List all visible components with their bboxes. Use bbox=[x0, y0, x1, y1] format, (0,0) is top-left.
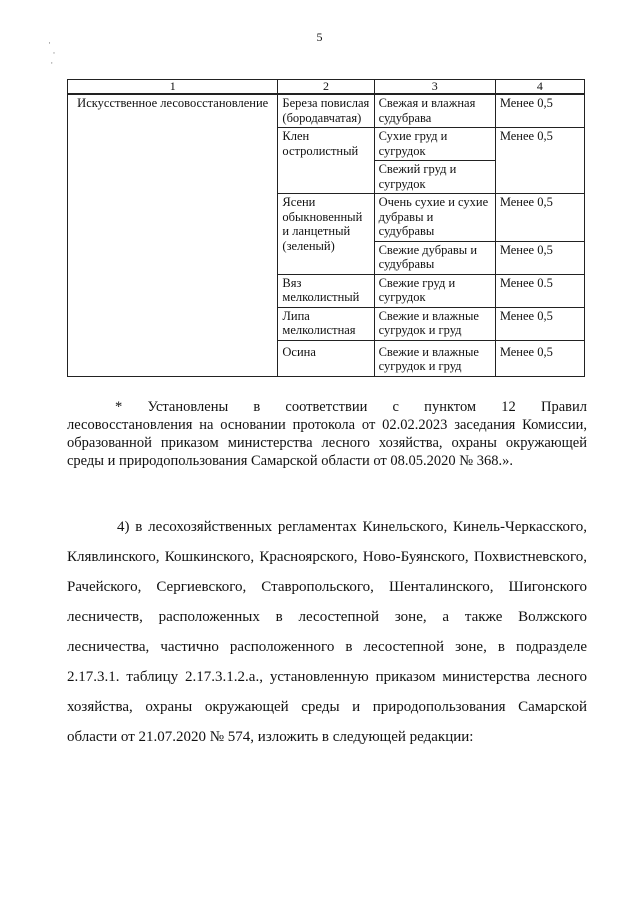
page-number: 5 bbox=[316, 30, 323, 44]
header-col-4: 4 bbox=[495, 80, 584, 95]
header-col-1: 1 bbox=[68, 80, 278, 95]
species-cell: Береза повислая (бородавчатая) bbox=[278, 94, 374, 128]
header-col-3: 3 bbox=[374, 80, 495, 95]
value-cell: Менее 0,5 bbox=[495, 128, 584, 194]
value-cell: Менее 0,5 bbox=[495, 194, 584, 242]
conditions-cell: Свежая и влажная судубрава bbox=[374, 94, 495, 128]
footnote-first-line: * Установлены в соответствии с пунктом 12 Правил bbox=[115, 399, 587, 415]
conditions-cell: Очень сухие и сухие дубравы и судубравы bbox=[374, 194, 495, 242]
footnote-body: лесовосстановления на основании протокола от 02.02.2023 заседания Комиссии, образованной приказом министерства лесного хозяйства, охраны окружающей среды и природопользования Самарской области от 08.05.2020 № 368.». bbox=[67, 417, 587, 469]
header-col-2: 2 bbox=[278, 80, 374, 95]
forest-species-table bbox=[67, 79, 585, 377]
species-cell: Липа мелколистная bbox=[278, 307, 374, 340]
scan-specks: · · · bbox=[48, 38, 56, 68]
value-cell: Менее 0,5 bbox=[495, 340, 584, 376]
conditions-cell: Сухие груд и сугрудок bbox=[374, 128, 495, 161]
table-header-row bbox=[68, 80, 585, 95]
value-cell: Менее 0,5 bbox=[495, 307, 584, 340]
species-cell: Вяз мелколистный bbox=[278, 274, 374, 307]
conditions-cell: Свежие дубравы и судубравы bbox=[374, 241, 495, 274]
method-cell: Искусственное лесовосстановление bbox=[68, 94, 278, 376]
value-cell: Менее 0,5 bbox=[495, 241, 584, 274]
amendment-paragraph: 4) в лесохозяйственных регламентах Кинельского, Кинель-Черкасского, Клявлинского, Кошкинского, Красноярского, Ново-Буянского, Похвистневского, Рачейского, Сергиевского, Ставропольского, Шенталинского, Шигонского лесничеств, расположенных в лесостепной зоне, а также Волжского лесничества, частично расположенного в лесостепной зоне, в подразделе 2.17.3.1. таблицу 2.17.3.1.2.а., установленную приказом министерства лесного хозяйства, охраны окружающей среды и природопользования Самарской области от 21.07.2020 № 574, изложить в следующей редакции: bbox=[67, 519, 587, 745]
species-cell: Осина bbox=[278, 340, 374, 376]
table-row bbox=[68, 94, 585, 128]
species-cell: Ясени обыкновенный и ланцетный (зеленый) bbox=[278, 194, 374, 275]
conditions-cell: Свежий груд и сугрудок bbox=[374, 161, 495, 194]
value-cell: Менее 0.5 bbox=[495, 274, 584, 307]
value-cell: Менее 0,5 bbox=[495, 94, 584, 128]
footnote bbox=[67, 398, 587, 470]
species-cell: Клен остролистный bbox=[278, 128, 374, 194]
conditions-cell: Свежие груд и сугрудок bbox=[374, 274, 495, 307]
conditions-cell: Свежие и влажные сугрудок и груд bbox=[374, 340, 495, 376]
conditions-cell: Свежие и влажные сугрудок и груд bbox=[374, 307, 495, 340]
